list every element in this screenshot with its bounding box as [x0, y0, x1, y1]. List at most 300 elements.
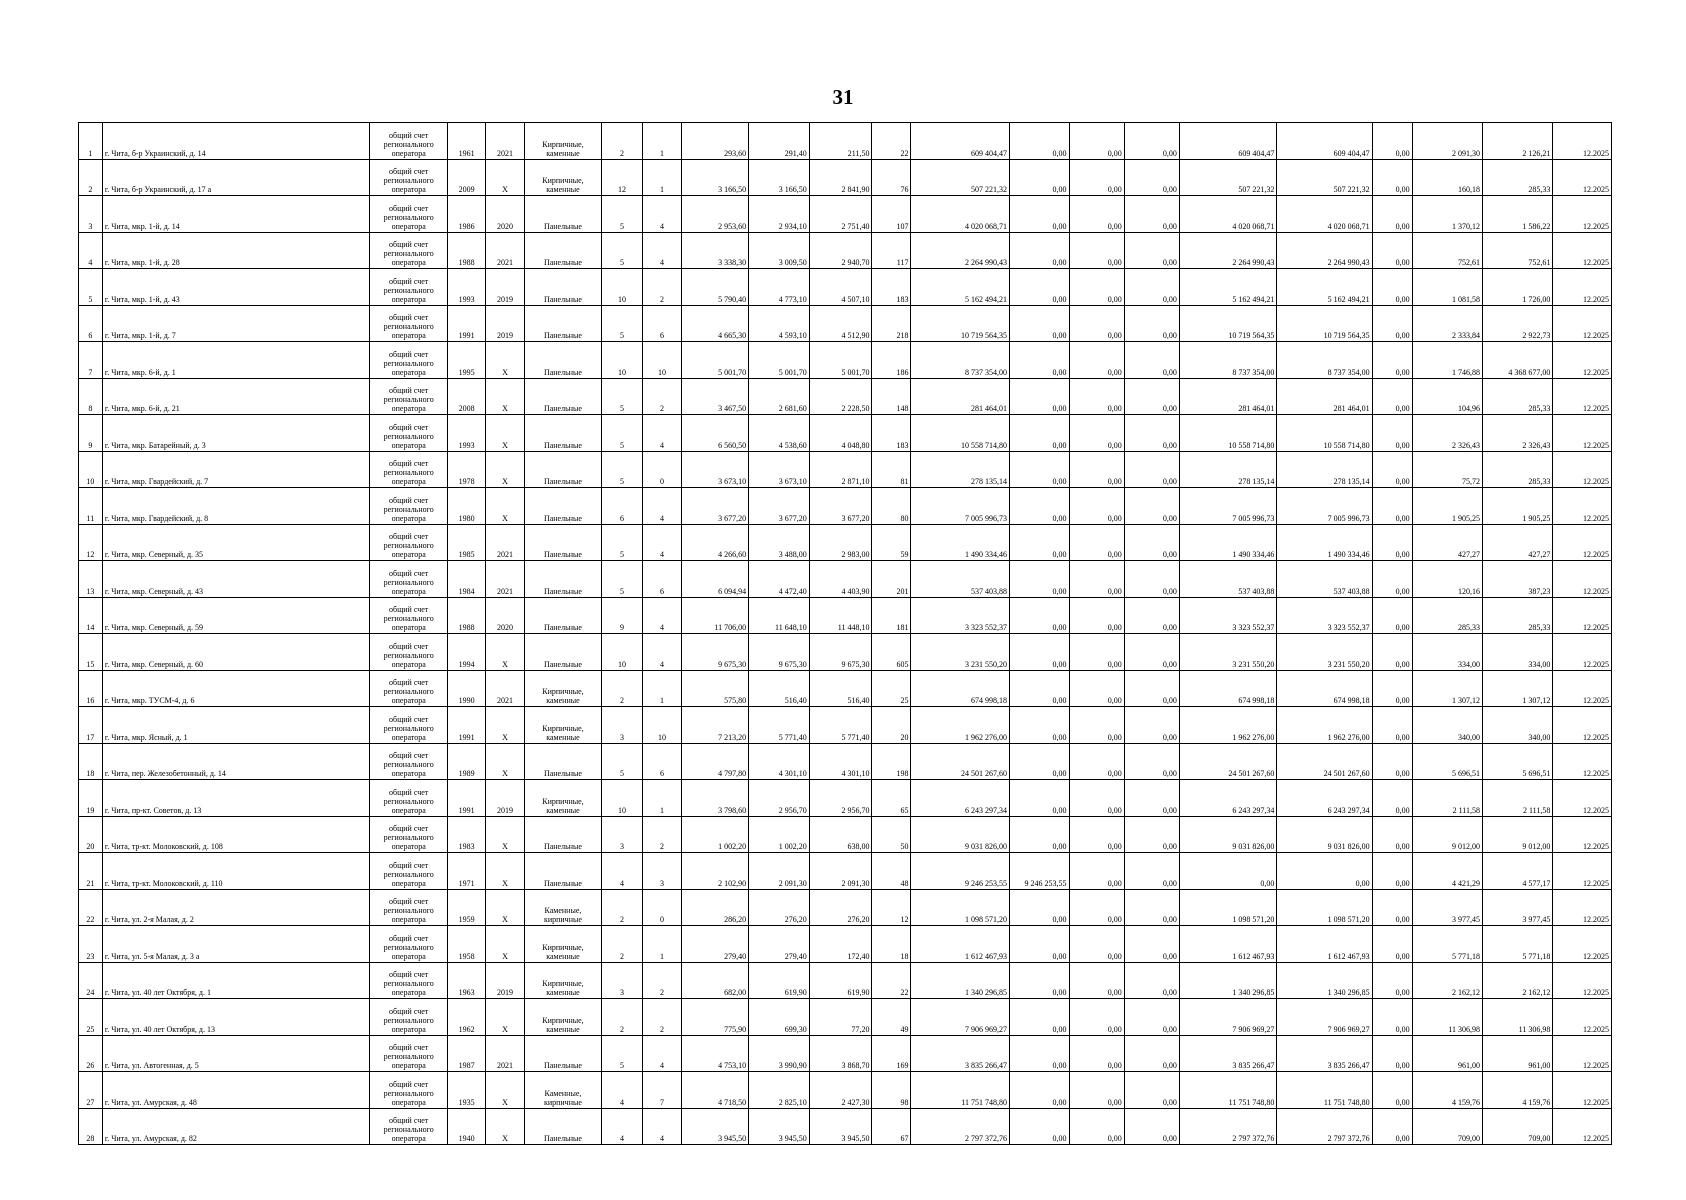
cell-cost-municipal: 0,00 — [1124, 816, 1179, 853]
cell-total-cost: 9 246 253,55 — [911, 853, 1010, 890]
cell-year-built: 1958 — [448, 926, 486, 963]
cell-cost-regional: 0,00 — [1069, 488, 1124, 525]
cell-cost-other: 0,00 — [1372, 415, 1412, 452]
cell-year-renovated: Х — [486, 488, 525, 525]
cell-floors: 5 — [601, 378, 642, 415]
cell-wall-material: Кирпичные, каменные — [525, 707, 602, 744]
cell-cost-other: 0,00 — [1372, 378, 1412, 415]
cell-wall-material: Панельные — [525, 488, 602, 525]
cell-row-number: 23 — [79, 926, 103, 963]
cell-total-cost: 7 005 996,73 — [911, 488, 1010, 525]
cell-year-built: 1940 — [448, 1108, 486, 1145]
cell-wall-material: Кирпичные, каменные — [525, 123, 602, 160]
cell-max-cost: 9 012,00 — [1483, 816, 1553, 853]
cell-specific-cost: 2 333,84 — [1412, 305, 1482, 342]
cell-total-cost: 3 835 266,47 — [911, 1035, 1010, 1072]
cell-cost-municipal: 0,00 — [1124, 999, 1179, 1036]
cell-cost-municipal: 0,00 — [1124, 597, 1179, 634]
cell-cost-owners: 278 135,14 — [1179, 451, 1276, 488]
cell-cost-federal: 0,00 — [1009, 488, 1069, 525]
cell-cost-owners: 24 501 267,60 — [1179, 743, 1276, 780]
cell-total-cost: 507 221,32 — [911, 159, 1010, 196]
cell-address: г. Чита, мкр. 1-й, д. 7 — [102, 305, 369, 342]
cell-residents: 76 — [872, 159, 911, 196]
cell-cost-owners-total: 674 998,18 — [1277, 670, 1372, 707]
cell-cost-other: 0,00 — [1372, 232, 1412, 269]
cell-cost-owners: 0,00 — [1179, 853, 1276, 890]
cell-total-area: 3 798,60 — [681, 780, 748, 817]
cell-year-renovated: Х — [486, 999, 525, 1036]
cell-entrances: 4 — [643, 1035, 682, 1072]
table-row — [79, 707, 1612, 744]
cell-address: г. Чита, мкр. ТУСМ-4, д. 6 — [102, 670, 369, 707]
cell-account-type: общий счет регионального оператора — [370, 305, 448, 342]
cell-row-number: 5 — [79, 269, 103, 306]
cell-entrances: 2 — [643, 378, 682, 415]
table-row — [79, 670, 1612, 707]
cell-area-premises: 619,90 — [749, 962, 810, 999]
cell-address: г. Чита, тр-кт. Молоковский, д. 108 — [102, 816, 369, 853]
cell-cost-federal: 0,00 — [1009, 232, 1069, 269]
cell-total-cost: 2 264 990,43 — [911, 232, 1010, 269]
table-row — [79, 1108, 1612, 1145]
cell-residents: 48 — [872, 853, 911, 890]
cell-area-premises: 2 825,10 — [749, 1072, 810, 1109]
cell-cost-municipal: 0,00 — [1124, 634, 1179, 671]
cell-max-cost: 4 159,76 — [1483, 1072, 1553, 1109]
cell-cost-other: 0,00 — [1372, 889, 1412, 926]
cell-cost-regional: 0,00 — [1069, 196, 1124, 233]
cell-year-renovated: Х — [486, 415, 525, 452]
cell-cost-owners: 5 162 494,21 — [1179, 269, 1276, 306]
cell-residents: 80 — [872, 488, 911, 525]
cell-account-type: общий счет регионального оператора — [370, 159, 448, 196]
cell-cost-other: 0,00 — [1372, 634, 1412, 671]
cell-entrances: 1 — [643, 123, 682, 160]
cell-max-cost: 2 922,73 — [1483, 305, 1553, 342]
cell-year-built: 1991 — [448, 780, 486, 817]
cell-total-area: 3 166,50 — [681, 159, 748, 196]
cell-wall-material: Панельные — [525, 561, 602, 598]
cell-address: г. Чита, мкр. Северный, д. 60 — [102, 634, 369, 671]
cell-cost-owners: 2 797 372,76 — [1179, 1108, 1276, 1145]
cell-total-area: 4 753,10 — [681, 1035, 748, 1072]
cell-cost-municipal: 0,00 — [1124, 926, 1179, 963]
cell-wall-material: Панельные — [525, 1108, 602, 1145]
cell-cost-owners-total: 537 403,88 — [1277, 561, 1372, 598]
cell-year-renovated: Х — [486, 853, 525, 890]
table-row — [79, 342, 1612, 379]
cell-cost-municipal: 0,00 — [1124, 269, 1179, 306]
cell-specific-cost: 2 111,58 — [1412, 780, 1482, 817]
cell-floors: 2 — [601, 999, 642, 1036]
cell-year-renovated: Х — [486, 926, 525, 963]
cell-total-area: 1 002,20 — [681, 816, 748, 853]
cell-account-type: общий счет регионального оператора — [370, 999, 448, 1036]
table-row — [79, 926, 1612, 963]
cell-floors: 5 — [601, 232, 642, 269]
cell-year-renovated: 2019 — [486, 269, 525, 306]
cell-residents: 183 — [872, 269, 911, 306]
cell-cost-municipal: 0,00 — [1124, 962, 1179, 999]
cell-year-renovated: Х — [486, 342, 525, 379]
cell-floors: 4 — [601, 1108, 642, 1145]
cell-cost-owners-total: 5 162 494,21 — [1277, 269, 1372, 306]
cell-entrances: 10 — [643, 707, 682, 744]
cell-total-cost: 1 490 334,46 — [911, 524, 1010, 561]
cell-area-residential: 2 228,50 — [809, 378, 872, 415]
cell-total-cost: 6 243 297,34 — [911, 780, 1010, 817]
cell-address: г. Чита, пр-кт. Советов, д. 13 — [102, 780, 369, 817]
cell-cost-regional: 0,00 — [1069, 451, 1124, 488]
cell-total-cost: 1 612 467,93 — [911, 926, 1010, 963]
cell-year-renovated: Х — [486, 159, 525, 196]
cell-completion-date: 12.2025 — [1553, 962, 1612, 999]
cell-cost-other: 0,00 — [1372, 962, 1412, 999]
cell-total-cost: 1 098 571,20 — [911, 889, 1010, 926]
cell-cost-owners: 1 490 334,46 — [1179, 524, 1276, 561]
cell-cost-federal: 0,00 — [1009, 707, 1069, 744]
cell-max-cost: 340,00 — [1483, 707, 1553, 744]
cell-total-cost: 10 558 714,80 — [911, 415, 1010, 452]
table-row — [79, 524, 1612, 561]
cell-account-type: общий счет регионального оператора — [370, 524, 448, 561]
cell-max-cost: 709,00 — [1483, 1108, 1553, 1145]
cell-cost-other: 0,00 — [1372, 123, 1412, 160]
cell-area-residential: 2 940,70 — [809, 232, 872, 269]
cell-cost-other: 0,00 — [1372, 743, 1412, 780]
cell-area-premises: 1 002,20 — [749, 816, 810, 853]
cell-cost-other: 0,00 — [1372, 342, 1412, 379]
cell-max-cost: 334,00 — [1483, 634, 1553, 671]
cell-area-premises: 2 681,60 — [749, 378, 810, 415]
cell-year-renovated: Х — [486, 451, 525, 488]
cell-max-cost: 285,33 — [1483, 597, 1553, 634]
cell-area-premises: 2 091,30 — [749, 853, 810, 890]
cell-year-renovated: 2021 — [486, 561, 525, 598]
cell-floors: 5 — [601, 196, 642, 233]
cell-wall-material: Панельные — [525, 232, 602, 269]
cell-cost-federal: 0,00 — [1009, 597, 1069, 634]
cell-cost-other: 0,00 — [1372, 853, 1412, 890]
cell-residents: 169 — [872, 1035, 911, 1072]
cell-specific-cost: 334,00 — [1412, 634, 1482, 671]
cell-year-built: 1984 — [448, 561, 486, 598]
cell-wall-material: Кирпичные, каменные — [525, 670, 602, 707]
cell-row-number: 21 — [79, 853, 103, 890]
cell-address: г. Чита, мкр. 6-й, д. 1 — [102, 342, 369, 379]
cell-cost-federal: 0,00 — [1009, 269, 1069, 306]
cell-address: г. Чита, б-р Украинский, д. 14 — [102, 123, 369, 160]
cell-floors: 2 — [601, 670, 642, 707]
cell-area-residential: 3 677,20 — [809, 488, 872, 525]
cell-entrances: 3 — [643, 853, 682, 890]
cell-area-premises: 9 675,30 — [749, 634, 810, 671]
cell-entrances: 4 — [643, 524, 682, 561]
cell-wall-material: Панельные — [525, 634, 602, 671]
cell-area-residential: 4 507,10 — [809, 269, 872, 306]
cell-row-number: 26 — [79, 1035, 103, 1072]
cell-year-renovated: Х — [486, 816, 525, 853]
cell-cost-owners: 281 464,01 — [1179, 378, 1276, 415]
cell-cost-regional: 0,00 — [1069, 342, 1124, 379]
cell-total-cost: 537 403,88 — [911, 561, 1010, 598]
cell-max-cost: 3 977,45 — [1483, 889, 1553, 926]
cell-cost-federal: 0,00 — [1009, 415, 1069, 452]
cell-specific-cost: 285,33 — [1412, 597, 1482, 634]
cell-cost-regional: 0,00 — [1069, 1072, 1124, 1109]
cell-entrances: 1 — [643, 926, 682, 963]
cell-account-type: общий счет регионального оператора — [370, 488, 448, 525]
cell-max-cost: 2 126,21 — [1483, 123, 1553, 160]
cell-account-type: общий счет регионального оператора — [370, 926, 448, 963]
cell-total-area: 4 665,30 — [681, 305, 748, 342]
cell-floors: 2 — [601, 926, 642, 963]
cell-row-number: 22 — [79, 889, 103, 926]
cell-completion-date: 12.2025 — [1553, 378, 1612, 415]
cell-total-cost: 281 464,01 — [911, 378, 1010, 415]
cell-area-residential: 2 956,70 — [809, 780, 872, 817]
cell-year-built: 1986 — [448, 196, 486, 233]
cell-max-cost: 427,27 — [1483, 524, 1553, 561]
cell-entrances: 4 — [643, 196, 682, 233]
table-row — [79, 780, 1612, 817]
cell-account-type: общий счет регионального оператора — [370, 743, 448, 780]
cell-total-cost: 278 135,14 — [911, 451, 1010, 488]
cell-cost-owners: 507 221,32 — [1179, 159, 1276, 196]
cell-completion-date: 12.2025 — [1553, 743, 1612, 780]
cell-cost-owners-total: 8 737 354,00 — [1277, 342, 1372, 379]
cell-area-premises: 3 673,10 — [749, 451, 810, 488]
cell-year-built: 2009 — [448, 159, 486, 196]
cell-cost-owners-total: 11 751 748,80 — [1277, 1072, 1372, 1109]
cell-residents: 50 — [872, 816, 911, 853]
cell-address: г. Чита, ул. Амурская, д. 82 — [102, 1108, 369, 1145]
cell-cost-regional: 0,00 — [1069, 670, 1124, 707]
cell-cost-municipal: 0,00 — [1124, 305, 1179, 342]
cell-floors: 6 — [601, 488, 642, 525]
table-row — [79, 196, 1612, 233]
cell-area-residential: 619,90 — [809, 962, 872, 999]
cell-total-area: 5 790,40 — [681, 269, 748, 306]
cell-area-residential: 3 868,70 — [809, 1035, 872, 1072]
cell-year-built: 1988 — [448, 232, 486, 269]
cell-account-type: общий счет регионального оператора — [370, 707, 448, 744]
cell-area-premises: 5 001,70 — [749, 342, 810, 379]
cell-year-renovated: Х — [486, 1072, 525, 1109]
cell-area-premises: 4 593,10 — [749, 305, 810, 342]
cell-entrances: 4 — [643, 415, 682, 452]
cell-year-built: 1971 — [448, 853, 486, 890]
cell-max-cost: 5 696,51 — [1483, 743, 1553, 780]
cell-account-type: общий счет регионального оператора — [370, 342, 448, 379]
table-row — [79, 816, 1612, 853]
cell-cost-owners: 3 835 266,47 — [1179, 1035, 1276, 1072]
cell-area-residential: 4 512,90 — [809, 305, 872, 342]
cell-total-area: 9 675,30 — [681, 634, 748, 671]
cell-area-residential: 2 751,40 — [809, 196, 872, 233]
cell-row-number: 3 — [79, 196, 103, 233]
cell-cost-federal: 0,00 — [1009, 378, 1069, 415]
cell-row-number: 16 — [79, 670, 103, 707]
cell-cost-owners-total: 3 323 552,37 — [1277, 597, 1372, 634]
cell-cost-owners: 10 558 714,80 — [1179, 415, 1276, 452]
table-row — [79, 743, 1612, 780]
cell-total-cost: 1 340 296,85 — [911, 962, 1010, 999]
cell-residents: 81 — [872, 451, 911, 488]
cell-total-area: 6 094,94 — [681, 561, 748, 598]
cell-cost-municipal: 0,00 — [1124, 853, 1179, 890]
cell-floors: 5 — [601, 561, 642, 598]
cell-completion-date: 12.2025 — [1553, 1108, 1612, 1145]
cell-wall-material: Панельные — [525, 342, 602, 379]
cell-area-premises: 3 009,50 — [749, 232, 810, 269]
cell-row-number: 2 — [79, 159, 103, 196]
cell-total-area: 3 467,50 — [681, 378, 748, 415]
cell-year-renovated: Х — [486, 634, 525, 671]
cell-area-premises: 2 956,70 — [749, 780, 810, 817]
cell-cost-other: 0,00 — [1372, 196, 1412, 233]
cell-total-area: 4 266,60 — [681, 524, 748, 561]
cell-specific-cost: 11 306,98 — [1412, 999, 1482, 1036]
cell-cost-owners-total: 24 501 267,60 — [1277, 743, 1372, 780]
cell-completion-date: 12.2025 — [1553, 1035, 1612, 1072]
cell-area-premises: 4 773,10 — [749, 269, 810, 306]
cell-area-residential: 2 091,30 — [809, 853, 872, 890]
cell-cost-owners-total: 1 490 334,46 — [1277, 524, 1372, 561]
cell-floors: 5 — [601, 524, 642, 561]
cell-year-built: 1993 — [448, 415, 486, 452]
cell-total-area: 3 945,50 — [681, 1108, 748, 1145]
cell-cost-other: 0,00 — [1372, 451, 1412, 488]
cell-specific-cost: 9 012,00 — [1412, 816, 1482, 853]
cell-year-renovated: Х — [486, 1108, 525, 1145]
cell-cost-federal: 0,00 — [1009, 524, 1069, 561]
cell-address: г. Чита, ул. Амурская, д. 48 — [102, 1072, 369, 1109]
cell-completion-date: 12.2025 — [1553, 597, 1612, 634]
cell-year-renovated: Х — [486, 707, 525, 744]
cell-area-residential: 211,50 — [809, 123, 872, 160]
cell-max-cost: 961,00 — [1483, 1035, 1553, 1072]
table-row — [79, 123, 1612, 160]
cell-cost-federal: 9 246 253,55 — [1009, 853, 1069, 890]
cell-entrances: 4 — [643, 634, 682, 671]
cell-year-built: 1961 — [448, 123, 486, 160]
cell-cost-municipal: 0,00 — [1124, 123, 1179, 160]
cell-account-type: общий счет регионального оператора — [370, 451, 448, 488]
cell-account-type: общий счет регионального оператора — [370, 415, 448, 452]
cell-specific-cost: 1 081,58 — [1412, 269, 1482, 306]
cell-year-renovated: 2019 — [486, 305, 525, 342]
cell-residents: 67 — [872, 1108, 911, 1145]
cell-year-built: 1963 — [448, 962, 486, 999]
cell-cost-regional: 0,00 — [1069, 780, 1124, 817]
table-row — [79, 232, 1612, 269]
cell-cost-owners-total: 1 612 467,93 — [1277, 926, 1372, 963]
cell-floors: 5 — [601, 1035, 642, 1072]
cell-completion-date: 12.2025 — [1553, 816, 1612, 853]
cell-year-built: 1978 — [448, 451, 486, 488]
cell-cost-federal: 0,00 — [1009, 999, 1069, 1036]
cell-cost-regional: 0,00 — [1069, 999, 1124, 1036]
cell-cost-federal: 0,00 — [1009, 634, 1069, 671]
cell-cost-owners-total: 0,00 — [1277, 853, 1372, 890]
cell-completion-date: 12.2025 — [1553, 269, 1612, 306]
cell-floors: 10 — [601, 269, 642, 306]
cell-address: г. Чита, тр-кт. Молоковский, д. 110 — [102, 853, 369, 890]
cell-area-premises: 11 648,10 — [749, 597, 810, 634]
cell-specific-cost: 75,72 — [1412, 451, 1482, 488]
cell-cost-municipal: 0,00 — [1124, 159, 1179, 196]
cell-row-number: 12 — [79, 524, 103, 561]
cell-address: г. Чита, ул. 40 лет Октября, д. 1 — [102, 962, 369, 999]
cell-cost-owners-total: 278 135,14 — [1277, 451, 1372, 488]
cell-total-cost: 8 737 354,00 — [911, 342, 1010, 379]
cell-cost-municipal: 0,00 — [1124, 415, 1179, 452]
cell-area-residential: 4 301,10 — [809, 743, 872, 780]
cell-year-renovated: Х — [486, 743, 525, 780]
cell-wall-material: Панельные — [525, 816, 602, 853]
cell-cost-regional: 0,00 — [1069, 816, 1124, 853]
cell-area-premises: 2 934,10 — [749, 196, 810, 233]
cell-area-premises: 291,40 — [749, 123, 810, 160]
cell-account-type: общий счет регионального оператора — [370, 780, 448, 817]
cell-floors: 4 — [601, 853, 642, 890]
table-row — [79, 1072, 1612, 1109]
cell-cost-regional: 0,00 — [1069, 415, 1124, 452]
cell-floors: 10 — [601, 342, 642, 379]
cell-account-type: общий счет регионального оператора — [370, 232, 448, 269]
cell-residents: 25 — [872, 670, 911, 707]
cell-area-premises: 699,30 — [749, 999, 810, 1036]
cell-cost-other: 0,00 — [1372, 816, 1412, 853]
cell-total-area: 3 673,10 — [681, 451, 748, 488]
cell-residents: 20 — [872, 707, 911, 744]
cell-cost-other: 0,00 — [1372, 1108, 1412, 1145]
cell-address: г. Чита, мкр. Северный, д. 43 — [102, 561, 369, 598]
cell-cost-regional: 0,00 — [1069, 634, 1124, 671]
cell-row-number: 27 — [79, 1072, 103, 1109]
cell-entrances: 0 — [643, 451, 682, 488]
cell-total-cost: 3 323 552,37 — [911, 597, 1010, 634]
cell-area-residential: 4 048,80 — [809, 415, 872, 452]
cell-cost-federal: 0,00 — [1009, 451, 1069, 488]
cell-total-area: 682,00 — [681, 962, 748, 999]
cell-total-area: 4 718,50 — [681, 1072, 748, 1109]
cell-cost-owners-total: 609 404,47 — [1277, 123, 1372, 160]
cell-cost-other: 0,00 — [1372, 597, 1412, 634]
cell-address: г. Чита, мкр. Ясный, д. 1 — [102, 707, 369, 744]
cell-area-premises: 3 166,50 — [749, 159, 810, 196]
cell-cost-other: 0,00 — [1372, 269, 1412, 306]
cell-total-area: 2 102,90 — [681, 853, 748, 890]
cell-cost-regional: 0,00 — [1069, 1108, 1124, 1145]
cell-cost-owners: 3 231 550,20 — [1179, 634, 1276, 671]
cell-cost-municipal: 0,00 — [1124, 889, 1179, 926]
cell-row-number: 10 — [79, 451, 103, 488]
cell-max-cost: 387,23 — [1483, 561, 1553, 598]
cell-specific-cost: 1 370,12 — [1412, 196, 1482, 233]
cell-wall-material: Панельные — [525, 853, 602, 890]
cell-cost-federal: 0,00 — [1009, 926, 1069, 963]
cell-year-built: 2008 — [448, 378, 486, 415]
cell-year-built: 1988 — [448, 597, 486, 634]
cell-floors: 2 — [601, 123, 642, 160]
cell-total-area: 286,20 — [681, 889, 748, 926]
cell-floors: 10 — [601, 780, 642, 817]
cell-max-cost: 2 162,12 — [1483, 962, 1553, 999]
cell-address: г. Чита, ул. 5-я Малая, д. 3 а — [102, 926, 369, 963]
